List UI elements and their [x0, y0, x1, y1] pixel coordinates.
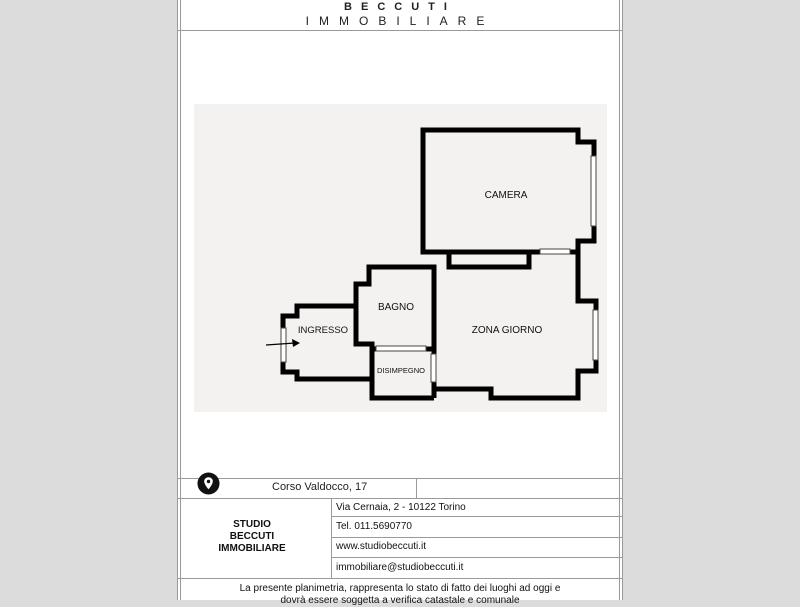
zona-giorno-window — [593, 310, 598, 360]
camera-window — [591, 156, 596, 226]
room-label-disimpegno: DISIMPEGNO — [377, 366, 425, 375]
agency-email[interactable]: immobiliare@studiobeccuti.it — [336, 562, 464, 573]
agency-name-line3: IMMOBILIARE — [218, 543, 286, 554]
contact-divider-2 — [331, 537, 622, 538]
floorplan-sheet — [177, 0, 623, 606]
agency-column-divider — [331, 498, 332, 578]
contact-divider-1 — [331, 516, 622, 517]
agency-address: Via Cernaia, 2 - 10122 Torino — [336, 502, 466, 513]
room-label-bagno: BAGNO — [377, 302, 415, 313]
zona-giorno-door-opening — [431, 354, 436, 382]
agency-website[interactable]: www.studiobeccuti.it — [336, 541, 427, 552]
agency-name — [198, 519, 306, 555]
location-pin-icon — [197, 472, 220, 495]
address-row-top — [178, 478, 622, 479]
address-row-divider — [416, 478, 417, 498]
brand-name: BECCUTI — [344, 1, 456, 13]
room-label-ingresso: INGRESSO — [297, 325, 349, 336]
agency-phone: Tel. 011.5690770 — [336, 521, 412, 532]
room-label-camera: CAMERA — [484, 190, 528, 201]
brand-subtitle: IMMOBILIARE — [305, 14, 495, 28]
room-label-zona-giorno: ZONA GIORNO — [471, 325, 543, 336]
agency-block-top — [178, 498, 622, 499]
disclaimer-line1: La presente planimetria, rappresenta lo stato di fatto dei luoghi ad oggi e — [239, 583, 561, 594]
camera-door-opening — [540, 249, 570, 254]
agency-name-line2: BECCUTI — [229, 531, 275, 542]
disimpegno-opening — [376, 346, 426, 351]
property-address: Corso Valdocco, 17 — [272, 481, 368, 493]
contact-divider-3 — [331, 557, 622, 558]
agency-block-bottom — [178, 578, 622, 579]
ingresso-window — [281, 328, 286, 362]
header-divider — [178, 30, 622, 31]
floor-plan — [194, 104, 607, 412]
disclaimer — [188, 583, 612, 607]
agency-name-line1: STUDIO — [233, 519, 271, 530]
disclaimer-line2: dovrà essere soggetta a verifica catastale e comunale — [280, 595, 520, 606]
